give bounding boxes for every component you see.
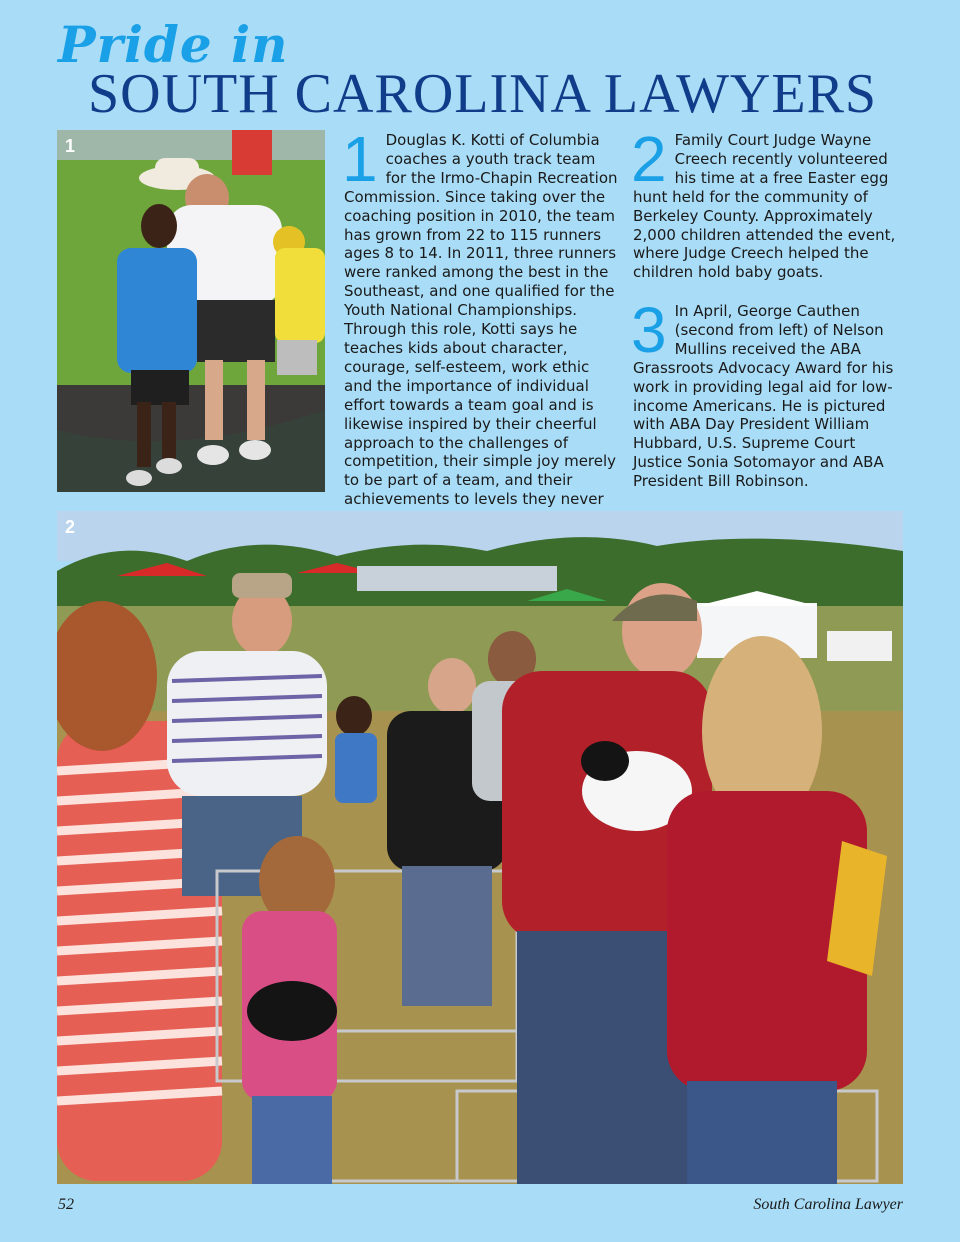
track-photo [57,130,325,492]
publication-name: South Carolina Lawyer [753,1196,903,1213]
item-3 [631,294,901,491]
kicker-title: Pride in [58,15,289,74]
item-2-number: 2 [631,123,667,195]
photo-1 [57,130,325,492]
item-3-text: In April, George Cauthen (second from left) of Nelson Mullins received the ABA Grassroots Advocacy Award for his work in providing legal aid for low-income Americans. He is pictured with ABA Day President William Hubbard, U.S. Supreme Court Justice Sonia Sotomayor and ABA President Bill Robinson. [633,302,894,491]
item-3-number: 3 [631,294,667,366]
item-2-text: Family Court Judge Wayne Creech recently volunteered his time at a free Easter egg hunt held for the community of Berkeley County. Approximately 2,000 children attended the event, where Judge Creech helped the children hold baby goats. [633,131,896,282]
photo-1-label: 1 [65,136,76,156]
item-1 [342,123,618,528]
item-1-number: 1 [342,123,378,195]
page-title: SOUTH CAROLINA LAWYERS [88,63,878,125]
easter-event-photo [57,511,903,1184]
item-2 [631,123,901,282]
page-number: 52 [58,1196,74,1213]
photo-2-label: 2 [65,517,76,537]
photo-2 [57,511,903,1184]
item-1-text: Douglas K. Kotti of Columbia coaches a youth track team for the Irmo-Chapin Recreation Commission. Since taking over the coaching position in 2010, the team has grown from 22 to 115 runners ages 8 to 14. In 2011, three runners were ranked among the best in the Southeast, and one qualified for the Youth National Championships. Through this role, Kotti says he teaches kids about character, courage, self-esteem, work ethic and the importance of individual effort towards a team goal and is likewise inspired by their cheerful approach to the challenges of competition, their simple joy merely to be part of a team, and their achievements to levels they never [344,131,618,509]
